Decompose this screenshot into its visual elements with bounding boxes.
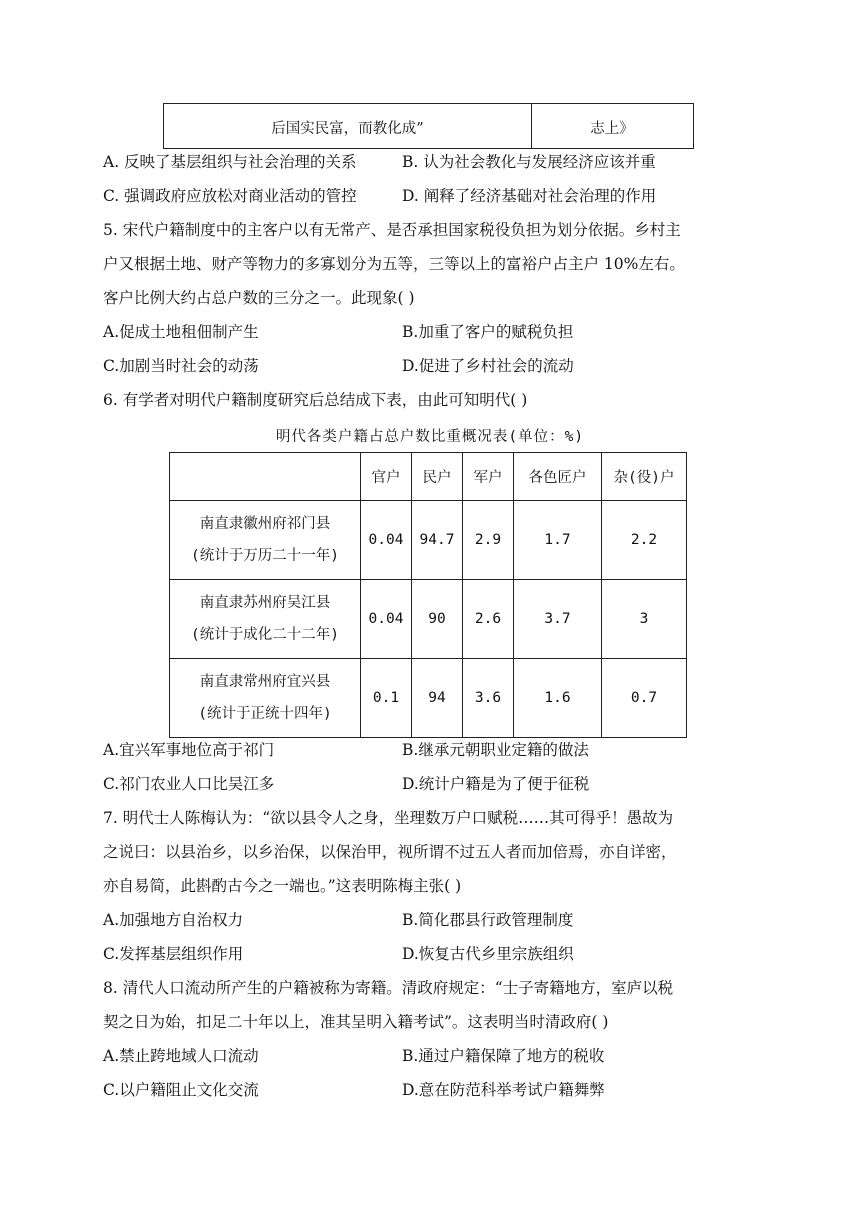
value-cell: 1.7 — [514, 501, 602, 580]
q6-option-d[interactable]: D.统计户籍是为了便于征税 — [402, 775, 590, 793]
value-cell: 0.04 — [361, 580, 412, 659]
q7-option-a[interactable]: A.加强地方自治权力 — [103, 911, 244, 929]
q5-option-c[interactable]: C.加剧当时社会的动荡 — [103, 357, 259, 375]
value-cell: 3.6 — [463, 659, 514, 738]
partial-source-table — [163, 103, 694, 149]
header-cell: 民户 — [412, 453, 463, 501]
q8-stem-line: 契之日为始，扣足二十年以上，准其呈明入籍考试”。这表明当时清政府( ) — [103, 1013, 609, 1031]
q5-stem-line: 户又根据土地、财产等物力的多寡划分为五等，三等以上的富裕户占主户 10%左右。 — [103, 255, 685, 273]
county-name: 南直隶常州府宜兴县 — [199, 674, 331, 690]
household-ratio-table — [169, 452, 687, 738]
q8-option-a[interactable]: A.禁止跨地域人口流动 — [103, 1047, 259, 1065]
header-cell — [170, 453, 361, 501]
value-cell: 0.7 — [602, 659, 687, 738]
table-row — [170, 659, 687, 738]
q6-option-c[interactable]: C.祁门农业人口比吴江多 — [103, 775, 275, 793]
header-cell: 杂(役)户 — [602, 453, 687, 501]
value-cell: 0.1 — [361, 659, 412, 738]
q5-stem-line: 客户比例大约占总户数的三分之一。此现象( ) — [103, 289, 415, 307]
county-note: (统计于成化二十二年) — [191, 627, 339, 643]
q7-stem-line: 之说曰：以县治乡，以乡治保，以保治甲，视所谓不过五人者而加倍焉，亦自详密， — [103, 843, 677, 861]
header-cell: 各色匠户 — [514, 453, 602, 501]
q4-option-d[interactable]: D. 阐释了经济基础对社会治理的作用 — [402, 187, 657, 205]
q7-option-d[interactable]: D.恢复古代乡里宗族组织 — [402, 945, 574, 963]
county-name: 南直隶徽州府祁门县 — [199, 516, 331, 532]
q7-option-b[interactable]: B.简化郡县行政管理制度 — [402, 911, 574, 929]
q8-stem-line: 8. 清代人口流动所产生的户籍被称为寄籍。清政府规定：“士子寄籍地方，室庐以税 — [103, 979, 674, 997]
value-cell: 3 — [602, 580, 687, 659]
q4-option-a[interactable]: A. 反映了基层组织与社会治理的关系 — [103, 153, 357, 171]
q7-stem-line: 亦自易简，此斟酌古今之一端也。”这表明陈梅主张( ) — [103, 877, 462, 895]
table-header-row — [170, 453, 687, 501]
q5-stem-line: 5. 宋代户籍制度中的主客户以有无常产、是否承担国家税役负担为划分依据。乡村主 — [103, 221, 681, 239]
value-cell: 2.2 — [602, 501, 687, 580]
q7-stem-line: 7. 明代士人陈梅认为：“欲以县令人之身，坐理数万户口赋税……其可得乎！愚故为 — [103, 809, 674, 827]
q6-option-b[interactable]: B.继承元朝职业定籍的做法 — [402, 741, 589, 759]
source-quote-cell: 后国实民富，而教化成” — [271, 121, 424, 137]
header-cell: 军户 — [463, 453, 514, 501]
table-row — [170, 501, 687, 580]
county-name: 南直隶苏州府吴江县 — [199, 595, 331, 611]
q4-option-c[interactable]: C. 强调政府应放松对商业活动的管控 — [103, 187, 357, 205]
source-citation-cell: 志上》 — [590, 121, 634, 137]
value-cell: 94 — [412, 659, 463, 738]
q8-option-d[interactable]: D.意在防范科举考试户籍舞弊 — [402, 1081, 605, 1099]
county-cell — [170, 501, 361, 580]
county-note: (统计于万历二十一年) — [191, 548, 339, 564]
q5-option-a[interactable]: A.促成土地租佃制产生 — [103, 323, 259, 341]
county-note: (统计于正统十四年) — [198, 706, 332, 722]
value-cell: 1.6 — [514, 659, 602, 738]
q6-stem: 6. 有学者对明代户籍制度研究后总结成下表，由此可知明代( ) — [103, 391, 528, 409]
q4-option-b[interactable]: B. 认为社会教化与发展经济应该并重 — [402, 153, 656, 171]
value-cell: 94.7 — [412, 501, 463, 580]
q8-option-b[interactable]: B.通过户籍保障了地方的税收 — [402, 1047, 605, 1065]
county-cell — [170, 580, 361, 659]
table-row — [170, 580, 687, 659]
q5-option-b[interactable]: B.加重了客户的赋税负担 — [402, 323, 574, 341]
value-cell: 2.9 — [463, 501, 514, 580]
q6-option-a[interactable]: A.宜兴军事地位高于祁门 — [103, 741, 275, 759]
county-cell — [170, 659, 361, 738]
q8-option-c[interactable]: C.以户籍阻止文化交流 — [103, 1081, 259, 1099]
value-cell: 0.04 — [361, 501, 412, 580]
value-cell: 3.7 — [514, 580, 602, 659]
q7-option-c[interactable]: C.发挥基层组织作用 — [103, 945, 244, 963]
header-cell: 官户 — [361, 453, 412, 501]
table-title: 明代各类户籍占总户数比重概况表(单位：%) — [275, 429, 585, 445]
q5-option-d[interactable]: D.促进了乡村社会的流动 — [402, 357, 574, 375]
value-cell: 2.6 — [463, 580, 514, 659]
value-cell: 90 — [412, 580, 463, 659]
